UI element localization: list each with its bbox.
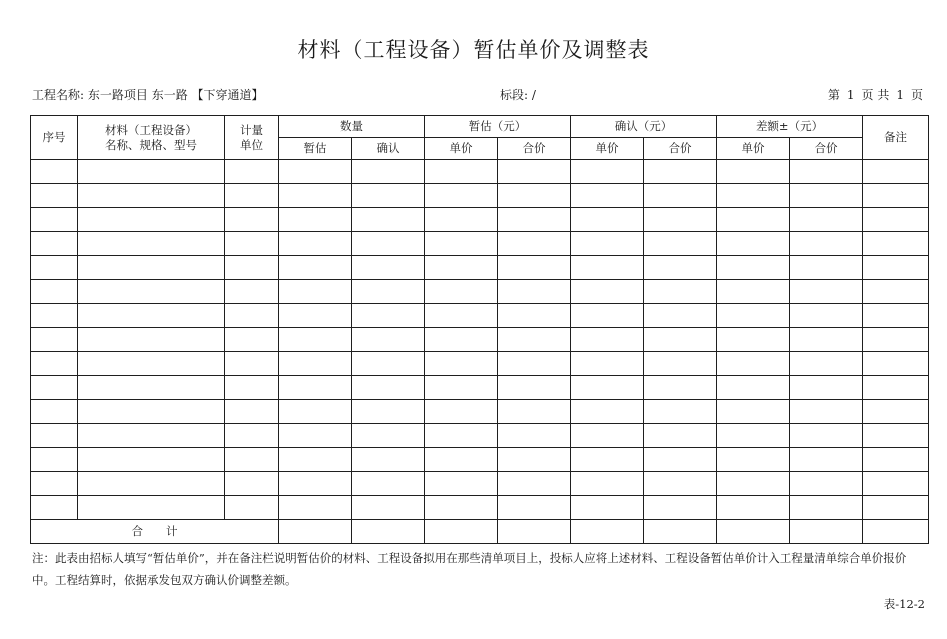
table-cell <box>225 304 279 328</box>
table-cell <box>425 496 498 520</box>
table-cell <box>31 232 78 256</box>
table-cell <box>31 184 78 208</box>
table-cell <box>425 304 498 328</box>
table-row <box>31 208 929 232</box>
table-cell <box>644 280 717 304</box>
section-label: 标段: <box>500 88 529 102</box>
table-cell <box>790 472 863 496</box>
header-qty-confirm: 确认 <box>352 138 425 160</box>
table-cell <box>863 400 929 424</box>
section <box>500 86 536 103</box>
page-prefix: 第 <box>827 88 840 102</box>
table-cell <box>425 472 498 496</box>
table-cell <box>225 280 279 304</box>
table-cell <box>225 184 279 208</box>
table-cell <box>571 424 644 448</box>
header-confirm: 确认（元） <box>571 116 717 138</box>
total-cell <box>498 520 571 544</box>
table-cell <box>425 352 498 376</box>
table-cell <box>78 232 225 256</box>
table-row <box>31 352 929 376</box>
table-cell <box>425 280 498 304</box>
table-cell <box>225 424 279 448</box>
page-suffix: 页 <box>910 88 923 102</box>
header-material-line2: 名称、规格、型号 <box>105 137 197 152</box>
table-cell <box>225 376 279 400</box>
table-row <box>31 280 929 304</box>
table-cell <box>425 376 498 400</box>
table-cell <box>225 328 279 352</box>
table-cell <box>352 280 425 304</box>
table-cell <box>279 208 352 232</box>
table-cell <box>790 376 863 400</box>
table-cell <box>352 424 425 448</box>
table-cell <box>717 400 790 424</box>
table-cell <box>31 352 78 376</box>
table-cell <box>863 472 929 496</box>
table-cell <box>863 280 929 304</box>
header-unit <box>225 116 279 160</box>
table-cell <box>571 280 644 304</box>
table-cell <box>571 256 644 280</box>
header-unit-line1: 计量 <box>240 122 263 137</box>
page-total: 1 <box>896 88 904 102</box>
table-cell <box>498 496 571 520</box>
page-indicator <box>828 86 923 103</box>
table-cell <box>790 184 863 208</box>
project-name-value: 东一路项目 东一路 【下穿通道】 <box>87 88 264 102</box>
table-cell <box>717 352 790 376</box>
total-cell <box>425 520 498 544</box>
table-cell <box>644 184 717 208</box>
table-cell <box>571 232 644 256</box>
table-cell <box>644 472 717 496</box>
table-cell <box>225 232 279 256</box>
table-cell <box>279 232 352 256</box>
header-diff: 差额±（元） <box>717 116 863 138</box>
table-cell <box>225 160 279 184</box>
table-cell <box>425 208 498 232</box>
table-cell <box>863 160 929 184</box>
table-cell <box>425 328 498 352</box>
table-cell <box>279 256 352 280</box>
table-cell <box>717 328 790 352</box>
table-cell <box>498 304 571 328</box>
table-cell <box>717 472 790 496</box>
header-diff-total-price: 合价 <box>790 138 863 160</box>
table-cell <box>279 280 352 304</box>
table-cell <box>425 160 498 184</box>
table-cell <box>644 208 717 232</box>
table-cell <box>644 160 717 184</box>
header-unit-line2: 单位 <box>240 137 263 152</box>
table-cell <box>352 184 425 208</box>
header-material <box>78 116 225 160</box>
table-cell <box>78 160 225 184</box>
table-cell <box>498 352 571 376</box>
table-cell <box>790 208 863 232</box>
table-cell <box>571 352 644 376</box>
table-row <box>31 160 929 184</box>
table-cell <box>863 184 929 208</box>
table-cell <box>790 352 863 376</box>
table-cell <box>717 448 790 472</box>
table-body <box>31 160 929 520</box>
table-cell <box>31 472 78 496</box>
table-cell <box>790 328 863 352</box>
table-cell <box>790 304 863 328</box>
table-cell <box>717 496 790 520</box>
table-row <box>31 496 929 520</box>
table-cell <box>717 280 790 304</box>
table-cell <box>425 424 498 448</box>
table-cell <box>78 448 225 472</box>
table-cell <box>279 352 352 376</box>
table-cell <box>78 352 225 376</box>
table-cell <box>571 496 644 520</box>
header-estimate-total-price: 合价 <box>498 138 571 160</box>
table-cell <box>498 376 571 400</box>
table-cell <box>863 496 929 520</box>
table-cell <box>352 376 425 400</box>
table-cell <box>78 328 225 352</box>
table-cell <box>571 328 644 352</box>
total-cell <box>717 520 790 544</box>
table-number: 表-12-2 <box>883 597 925 611</box>
table-cell <box>790 400 863 424</box>
header-qty-estimate: 暂估 <box>279 138 352 160</box>
table-cell <box>790 280 863 304</box>
table-cell <box>863 352 929 376</box>
table-cell <box>498 208 571 232</box>
table-cell <box>863 232 929 256</box>
table-cell <box>352 352 425 376</box>
table-cell <box>425 184 498 208</box>
table-cell <box>352 328 425 352</box>
table-cell <box>644 376 717 400</box>
header-material-line1: 材料（工程设备） <box>105 122 197 137</box>
table-cell <box>863 424 929 448</box>
total-cell <box>790 520 863 544</box>
footnote <box>32 547 928 591</box>
table-cell <box>31 256 78 280</box>
project-name <box>32 86 264 103</box>
table-cell <box>644 400 717 424</box>
table-cell <box>279 376 352 400</box>
table-cell <box>279 424 352 448</box>
table-cell <box>717 424 790 448</box>
table-cell <box>78 184 225 208</box>
table-cell <box>644 328 717 352</box>
table-cell <box>225 256 279 280</box>
table-cell <box>571 400 644 424</box>
table-cell <box>863 208 929 232</box>
table-cell <box>863 328 929 352</box>
table-cell <box>31 208 78 232</box>
table-cell <box>863 448 929 472</box>
table-cell <box>717 160 790 184</box>
header-confirm-total-price: 合价 <box>644 138 717 160</box>
project-name-label: 工程名称: <box>32 88 85 102</box>
table-cell <box>279 400 352 424</box>
table-cell <box>78 304 225 328</box>
table-row <box>31 400 929 424</box>
table-cell <box>571 160 644 184</box>
table-row <box>31 304 929 328</box>
table-cell <box>498 400 571 424</box>
total-cell <box>644 520 717 544</box>
table-cell <box>644 424 717 448</box>
table-cell <box>31 376 78 400</box>
header-estimate-unit-price: 单价 <box>425 138 498 160</box>
table-cell <box>644 448 717 472</box>
header-estimate: 暂估（元） <box>425 116 571 138</box>
table-row <box>31 448 929 472</box>
table-cell <box>31 304 78 328</box>
table-cell <box>279 328 352 352</box>
table-cell <box>352 472 425 496</box>
table-cell <box>790 160 863 184</box>
section-value: / <box>531 88 536 102</box>
table-row <box>31 256 929 280</box>
total-cell <box>571 520 644 544</box>
total-cell <box>352 520 425 544</box>
table-cell <box>352 160 425 184</box>
page-mid: 页 共 <box>861 88 890 102</box>
table-cell <box>717 256 790 280</box>
table-cell <box>498 232 571 256</box>
table-cell <box>279 496 352 520</box>
table-cell <box>31 328 78 352</box>
table-cell <box>790 424 863 448</box>
table-cell <box>31 424 78 448</box>
table-cell <box>498 160 571 184</box>
table-cell <box>225 400 279 424</box>
table-cell <box>279 184 352 208</box>
table-cell <box>225 472 279 496</box>
table-cell <box>571 184 644 208</box>
table-cell <box>644 352 717 376</box>
table-cell <box>790 256 863 280</box>
table-cell <box>863 256 929 280</box>
header-confirm-unit-price: 单价 <box>571 138 644 160</box>
table-cell <box>279 160 352 184</box>
document-title: 材料（工程设备）暂估单价及调整表 <box>297 38 650 62</box>
table-cell <box>498 184 571 208</box>
table-cell <box>571 304 644 328</box>
table-cell <box>31 280 78 304</box>
table-cell <box>498 280 571 304</box>
table-cell <box>717 232 790 256</box>
table-row <box>31 376 929 400</box>
table-cell <box>78 376 225 400</box>
table-cell <box>790 496 863 520</box>
table-cell <box>279 304 352 328</box>
total-cell <box>863 520 929 544</box>
table-cell <box>717 304 790 328</box>
table-cell <box>425 448 498 472</box>
table-cell <box>425 256 498 280</box>
table-cell <box>352 208 425 232</box>
header-seq: 序号 <box>31 116 78 160</box>
table-cell <box>425 400 498 424</box>
table-cell <box>78 280 225 304</box>
table-row <box>31 232 929 256</box>
table-cell <box>352 256 425 280</box>
table-cell <box>498 448 571 472</box>
material-price-table <box>30 115 929 544</box>
table-cell <box>78 256 225 280</box>
table-cell <box>78 496 225 520</box>
table-cell <box>352 232 425 256</box>
table-row <box>31 424 929 448</box>
table-cell <box>717 376 790 400</box>
table-cell <box>571 472 644 496</box>
table-cell <box>644 232 717 256</box>
table-cell <box>352 496 425 520</box>
table-cell <box>571 208 644 232</box>
table-cell <box>352 400 425 424</box>
table-cell <box>279 472 352 496</box>
table-cell <box>863 376 929 400</box>
total-cell <box>279 520 352 544</box>
table-cell <box>717 184 790 208</box>
footnote-line-2: 中。工程结算时，依据承发包双方确认价调整差额。 <box>32 573 297 587</box>
table-cell <box>790 232 863 256</box>
header-diff-unit-price: 单价 <box>717 138 790 160</box>
table-cell <box>31 400 78 424</box>
table-cell <box>78 208 225 232</box>
table-cell <box>571 448 644 472</box>
table-cell <box>498 472 571 496</box>
table-cell <box>863 304 929 328</box>
table-cell <box>571 376 644 400</box>
table-cell <box>644 304 717 328</box>
page-current: 1 <box>846 88 855 102</box>
table-cell <box>31 160 78 184</box>
table-row <box>31 184 929 208</box>
total-label: 合 计 <box>31 520 279 544</box>
table-cell <box>31 448 78 472</box>
table-cell <box>790 448 863 472</box>
table-cell <box>425 232 498 256</box>
table-cell <box>717 208 790 232</box>
header-row-1 <box>31 116 929 138</box>
table-cell <box>498 328 571 352</box>
table-cell <box>352 304 425 328</box>
table-cell <box>498 424 571 448</box>
table-cell <box>78 400 225 424</box>
table-cell <box>279 448 352 472</box>
table-cell <box>644 256 717 280</box>
table-cell <box>225 448 279 472</box>
table-row <box>31 472 929 496</box>
header-quantity: 数量 <box>279 116 425 138</box>
table-cell <box>498 256 571 280</box>
table-row <box>31 328 929 352</box>
table-cell <box>225 208 279 232</box>
table-cell <box>31 496 78 520</box>
table-cell <box>225 352 279 376</box>
table-cell <box>225 496 279 520</box>
total-row <box>31 520 929 544</box>
table-cell <box>78 472 225 496</box>
table-cell <box>644 496 717 520</box>
header-remark: 备注 <box>863 116 929 160</box>
footnote-line-1: 注：此表由招标人填写“暂估单价”，并在备注栏说明暂估价的材料、工程设备拟用在那些清单项目上，投标人应将上述材料、工程设备暂估单价计入工程量清单综合单价报价 <box>32 551 907 565</box>
table-cell <box>352 448 425 472</box>
table-cell <box>78 424 225 448</box>
